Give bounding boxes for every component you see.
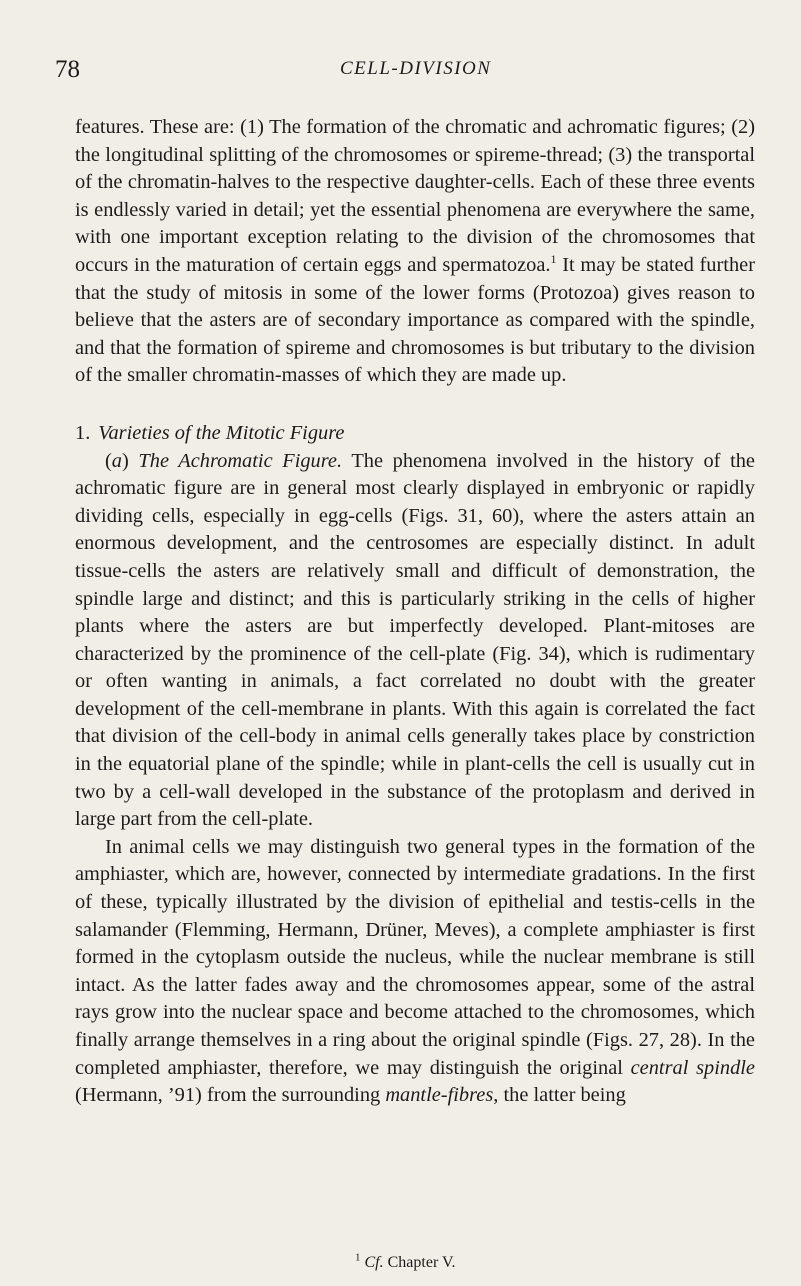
page-header: [0, 56, 801, 86]
running-head: CELL-DIVISION: [340, 58, 492, 79]
paragraph-amphiaster-text: In animal cells we may distinguish two general types in the formation of the amphiaster, which are, however, connected by intermediate gradations. In the first of these, typically illustrated by the division of epithelial and testis-cells in the salamander (Flemming, Hermann, Drüner, Meves), a complete amphiaster is first formed in the cytoplasm outside the nucleus, while the nuclear membrane is still intact. As the latter fades away and the chromosomes appear, some of the astral rays grow into the nuclear space and become attached to the chromosomes, which finally arrange themselves in a ring about the original spindle (Figs. 27, 28). In the completed amphiaster, therefore, we may distinguish the original: [75, 835, 755, 1079]
term-mantle-fibres: mantle-fibres: [385, 1084, 494, 1107]
section-heading: [75, 420, 755, 448]
paragraph-amphiaster-text-3: , the latter being: [493, 1084, 626, 1107]
footnote-reference: 1: [550, 252, 557, 267]
footnote-cf: Cf.: [364, 1254, 384, 1271]
term-central-spindle: central spindle: [630, 1056, 755, 1079]
subsection-label: (a): [105, 449, 129, 472]
subsection-title: The Achromatic Figure.: [138, 449, 343, 472]
footnote-marker: 1: [355, 1251, 361, 1264]
footnote: [355, 1251, 456, 1272]
paragraph-intro-continuation: It may be stated further that the study of mitosis in some of the lower forms (Protozoa) gives reason to believe that the asters are of secondary importance as compared with the spindle, and that the formation of spireme and chromosomes is but tributary to the division of the smaller chromatin-masses of which they are made up.: [75, 253, 755, 387]
body-text: [75, 114, 755, 1110]
page-number: 78: [55, 56, 80, 83]
paragraph-achromatic-figure: [75, 448, 755, 834]
paragraph-intro: [75, 114, 755, 390]
section-number: 1.: [75, 421, 91, 444]
paragraph-amphiaster-text-2: (Hermann, ’91) from the surrounding: [75, 1084, 386, 1107]
footnote-text: Chapter V.: [383, 1254, 456, 1271]
paragraph-achromatic-text: The phenomena involved in the history of the achromatic figure are in general most clearly displayed in embryonic or rapidly dividing cells, especially in egg-cells (Figs. 31, 60), where the asters attain an enormous development, and the centrosomes are especially distinct. In adult tissue-cells the asters are relatively small and difficult of demonstration, the spindle large and distinct; and this is particularly striking in the cells of higher plants where the asters are but imperfectly developed. Plant-mitoses are characterized by the prominence of the cell-plate (Fig. 34), which is rudimentary or often wanting in animals, a fact correlated no doubt with the greater development of the cell-membrane in plants. With this again is correlated the fact that division of the cell-body in animal cells generally takes place by constriction in the equatorial plane of the spindle; while in plant-cells the cell is usually cut in two by a cell-wall developed in the substance of the protoplasm and derived in large part from the cell-plate.: [75, 449, 755, 831]
section-title: Varieties of the Mitotic Figure: [98, 421, 345, 444]
paragraph-intro-text: features. These are: (1) The formation of the chromatic and achromatic figures; (2) the longitudinal splitting of the chromosomes or spireme-thread; (3) the transportal of the chromatin-halves to the respective daughter-cells. Each of these three events is endlessly varied in detail; yet the essential phenomena are everywhere the same, with one important exception relating to the division of the chromosomes that occurs in the maturation of certain eggs and spermatozoa.: [75, 116, 755, 276]
paragraph-amphiaster: [75, 834, 755, 1110]
